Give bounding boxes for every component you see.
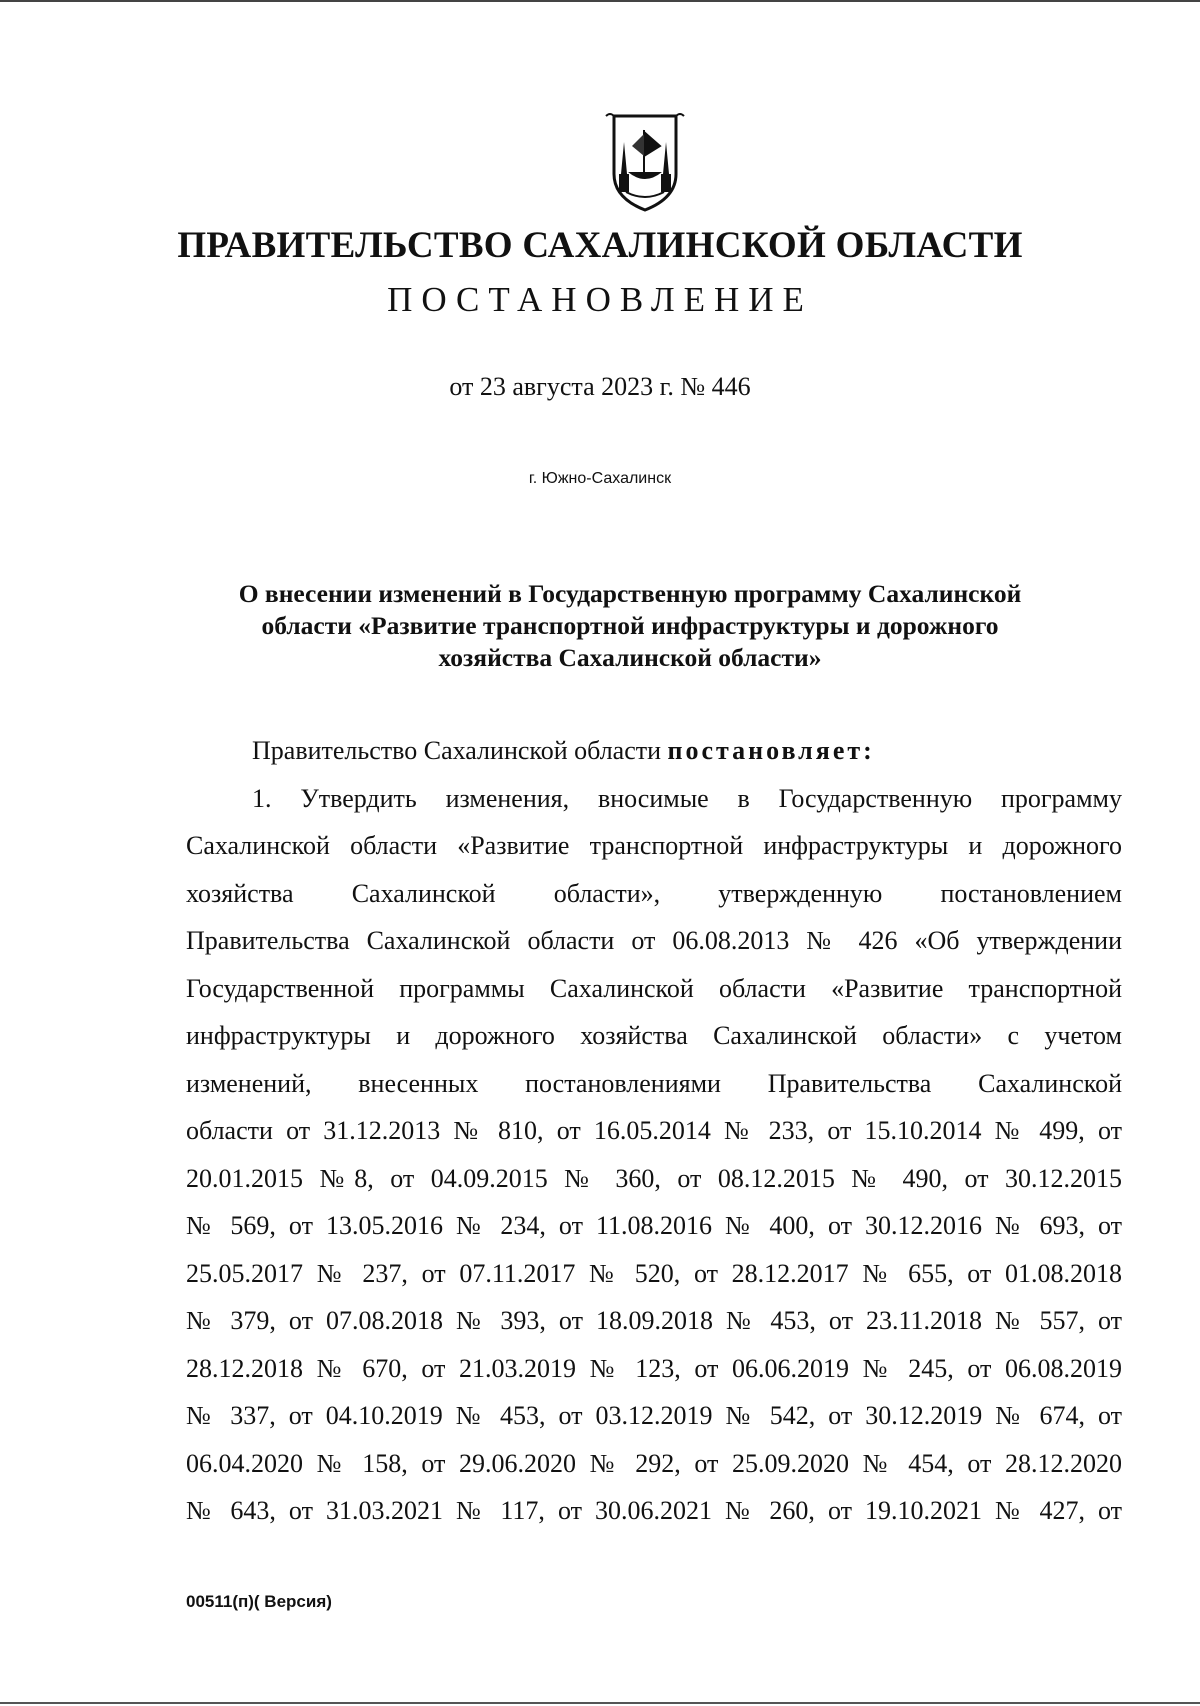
document-type: ПОСТАНОВЛЕНИЕ (387, 280, 813, 319)
preamble-emphasis: постановляет: (667, 736, 875, 765)
body-line: № 643, от 31.03.2021 № 117, от 30.06.2021 № 260, от 19.10.2021 № 427, от (186, 1496, 1122, 1525)
scan-edge-bottom (0, 1702, 1200, 1704)
body-line: № 379, от 07.08.2018 № 393, от 18.09.2018 № 453, от 23.11.2018 № 557, от (186, 1306, 1122, 1335)
document-city: г. Южно-Сахалинск (528, 470, 672, 487)
document-date-number: от 23 августа 2023 г. № 446 (449, 372, 751, 401)
body-line: области от 31.12.2013 № 810, от 16.05.2014 № 233, от 15.10.2014 № 499, от (186, 1116, 1122, 1145)
organization-name: ПРАВИТЕЛЬСТВО САХАЛИНСКОЙ ОБЛАСТИ (177, 225, 1023, 266)
scan-edge-top (0, 0, 1200, 2)
document-title (190, 578, 1070, 674)
body-line: № 337, от 04.10.2019 № 453, от 03.12.2019 № 542, от 30.12.2019 № 674, от (186, 1401, 1122, 1430)
body-line: Государственной программы Сахалинской области «Развитие транспортной (186, 973, 1122, 1003)
body-line: инфраструктуры и дорожного хозяйства Сахалинской области» с учетом (186, 1021, 1122, 1050)
title-line: О внесении изменений в Государственную программу Сахалинской (238, 579, 1022, 608)
preamble-text: Правительство Сахалинской области (252, 736, 668, 765)
body-line: 06.04.2020 № 158, от 29.06.2020 № 292, от 25.09.2020 № 454, от 28.12.2020 (186, 1448, 1122, 1478)
document-body (186, 733, 1122, 1541)
body-line: изменений, внесенных постановлениями Правительства Сахалинской (186, 1068, 1122, 1098)
preamble (186, 733, 1122, 781)
form-code: 00511(п)( Версия) (186, 1592, 332, 1611)
body-line: 20.01.2015 №8, от 04.09.2015 № 360, от 08.12.2015 № 490, от 30.12.2015 (186, 1163, 1122, 1193)
body-line: 28.12.2018 № 670, от 21.03.2019 № 123, от 06.06.2019 № 245, от 06.08.2019 (186, 1353, 1122, 1383)
body-line: хозяйства Сахалинской области», утвержденную постановлением (186, 878, 1122, 908)
title-line: хозяйства Сахалинской области» (438, 643, 822, 672)
title-line: области «Развитие транспортной инфраструктуры и дорожного (261, 611, 999, 640)
body-line: 25.05.2017 № 237, от 07.11.2017 № 520, от 28.12.2017 № 655, от 01.08.2018 (186, 1258, 1122, 1288)
body-line: 1. Утвердить изменения, вносимые в Государственную программу (252, 783, 1122, 813)
coat-of-arms-icon (604, 112, 686, 214)
body-line: № 569, от 13.05.2016 № 234, от 11.08.2016 № 400, от 30.12.2016 № 693, от (186, 1211, 1122, 1240)
body-line: Правительства Сахалинской области от 06.08.2013 № 426 «Об утверждении (186, 926, 1122, 955)
body-line: Сахалинской области «Развитие транспортной инфраструктуры и дорожного (186, 831, 1122, 860)
